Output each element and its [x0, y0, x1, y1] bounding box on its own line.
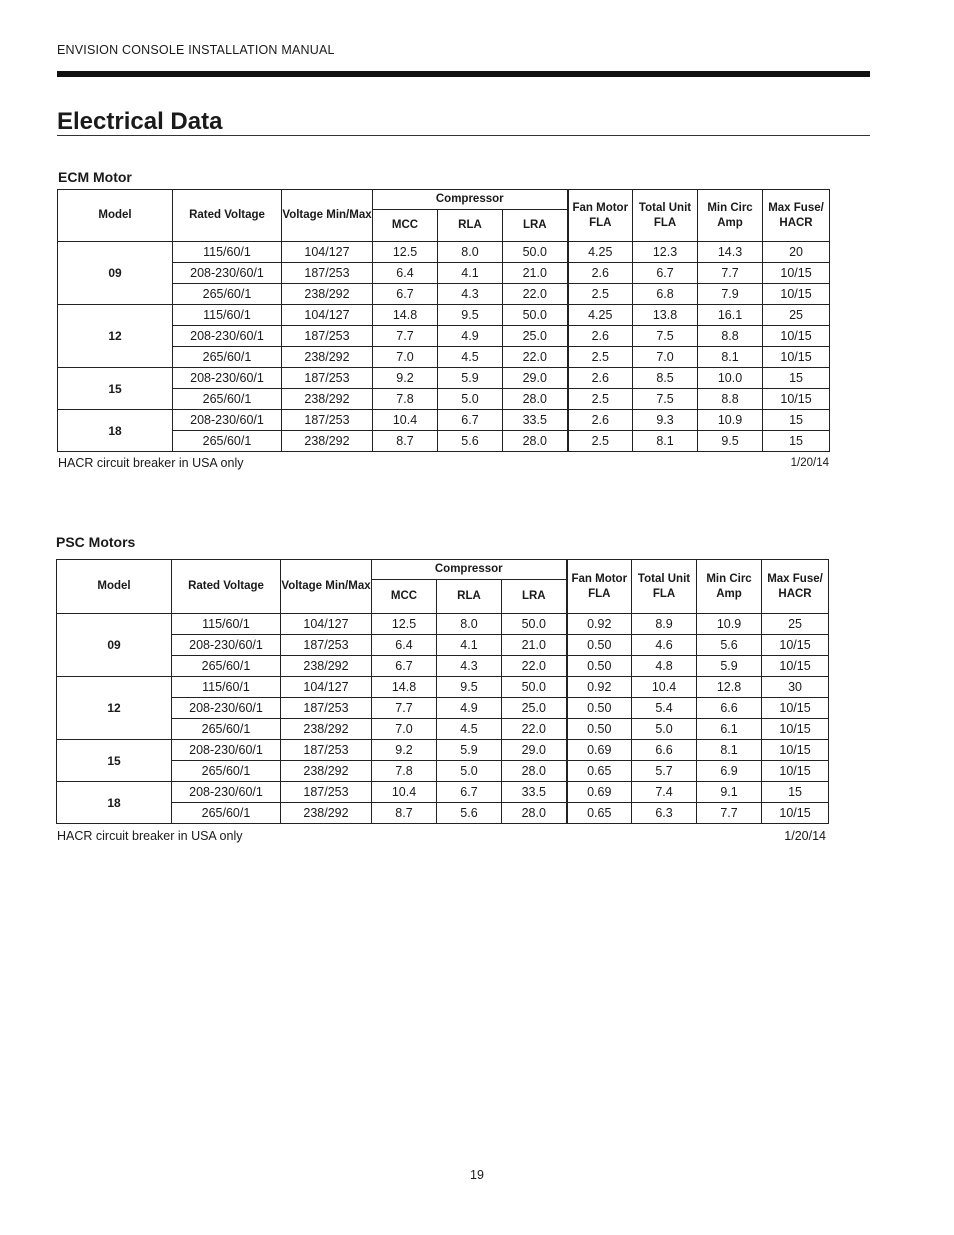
header-model: Model — [58, 190, 173, 242]
cell-total-unit-fla: 13.8 — [633, 305, 698, 326]
cell-voltage-min-max: 238/292 — [282, 347, 373, 368]
cell-fan-motor-fla: 2.6 — [568, 368, 633, 389]
cell-min-circ-amp: 6.1 — [697, 719, 762, 740]
header-voltage-min-max: Voltage Min/Max — [281, 560, 372, 614]
cell-voltage-min-max: 238/292 — [282, 431, 373, 452]
header-rated-voltage: Rated Voltage — [173, 190, 282, 242]
cell-fan-motor-fla: 4.25 — [568, 305, 633, 326]
cell-fan-motor-fla: 0.50 — [567, 698, 632, 719]
header-compressor: Compressor — [372, 560, 567, 580]
cell-total-unit-fla: 6.7 — [633, 263, 698, 284]
cell-rla: 5.6 — [438, 431, 503, 452]
model-cell: 18 — [58, 410, 173, 452]
ecm-footnote: HACR circuit breaker in USA only — [58, 456, 244, 470]
table-row — [58, 284, 830, 305]
cell-rla: 5.9 — [438, 368, 503, 389]
cell-total-unit-fla: 10.4 — [632, 677, 697, 698]
cell-fan-motor-fla: 0.50 — [567, 656, 632, 677]
cell-rated-voltage: 265/60/1 — [173, 431, 282, 452]
cell-voltage-min-max: 187/253 — [282, 410, 373, 431]
cell-rla: 4.5 — [438, 347, 503, 368]
cell-mcc: 8.7 — [372, 803, 437, 824]
cell-max-fuse-hacr: 15 — [763, 368, 830, 389]
running-header: ENVISION CONSOLE INSTALLATION MANUAL — [57, 43, 335, 57]
cell-fan-motor-fla: 2.6 — [568, 410, 633, 431]
cell-mcc: 7.0 — [372, 719, 437, 740]
cell-min-circ-amp: 10.9 — [697, 614, 762, 635]
cell-fan-motor-fla: 0.65 — [567, 803, 632, 824]
cell-min-circ-amp: 8.8 — [698, 326, 763, 347]
cell-rla: 5.0 — [438, 389, 503, 410]
cell-rated-voltage: 265/60/1 — [172, 719, 281, 740]
cell-lra: 28.0 — [503, 431, 568, 452]
cell-mcc: 7.7 — [372, 698, 437, 719]
cell-voltage-min-max: 238/292 — [281, 761, 372, 782]
cell-total-unit-fla: 4.6 — [632, 635, 697, 656]
cell-rated-voltage: 208-230/60/1 — [173, 410, 282, 431]
model-cell: 18 — [57, 782, 172, 824]
page-title: Electrical Data — [57, 108, 223, 135]
cell-min-circ-amp: 12.8 — [697, 677, 762, 698]
cell-max-fuse-hacr: 20 — [763, 242, 830, 263]
cell-rla: 5.0 — [437, 761, 502, 782]
table-row — [58, 431, 830, 452]
cell-rated-voltage: 208-230/60/1 — [173, 326, 282, 347]
cell-rla: 9.5 — [438, 305, 503, 326]
header-max-fuse-hacr: Max Fuse/ HACR — [762, 560, 829, 614]
page-number: 19 — [470, 1168, 484, 1182]
cell-lra: 21.0 — [503, 263, 568, 284]
header-rla: RLA — [437, 580, 502, 614]
cell-rated-voltage: 208-230/60/1 — [173, 368, 282, 389]
header-rated-voltage: Rated Voltage — [172, 560, 281, 614]
cell-total-unit-fla: 4.8 — [632, 656, 697, 677]
cell-min-circ-amp: 9.5 — [698, 431, 763, 452]
cell-rated-voltage: 115/60/1 — [172, 614, 281, 635]
header-mcc: MCC — [372, 580, 437, 614]
cell-max-fuse-hacr: 15 — [763, 431, 830, 452]
header-compressor: Compressor — [373, 190, 568, 210]
cell-lra: 33.5 — [502, 782, 567, 803]
cell-lra: 29.0 — [503, 368, 568, 389]
table-row — [57, 635, 829, 656]
table-row — [58, 263, 830, 284]
cell-min-circ-amp: 8.1 — [697, 740, 762, 761]
cell-fan-motor-fla: 0.69 — [567, 782, 632, 803]
cell-rated-voltage: 115/60/1 — [173, 242, 282, 263]
cell-voltage-min-max: 238/292 — [281, 656, 372, 677]
cell-max-fuse-hacr: 10/15 — [762, 719, 829, 740]
cell-mcc: 7.8 — [373, 389, 438, 410]
psc-revision-date: 1/20/14 — [784, 829, 826, 843]
ecm-electrical-table — [57, 189, 830, 452]
table-row — [57, 656, 829, 677]
cell-min-circ-amp: 16.1 — [698, 305, 763, 326]
cell-fan-motor-fla: 4.25 — [568, 242, 633, 263]
cell-lra: 50.0 — [502, 677, 567, 698]
cell-total-unit-fla: 12.3 — [633, 242, 698, 263]
cell-max-fuse-hacr: 10/15 — [763, 263, 830, 284]
cell-min-circ-amp: 8.1 — [698, 347, 763, 368]
cell-fan-motor-fla: 2.6 — [568, 326, 633, 347]
cell-total-unit-fla: 7.0 — [633, 347, 698, 368]
cell-voltage-min-max: 187/253 — [281, 740, 372, 761]
cell-total-unit-fla: 5.4 — [632, 698, 697, 719]
cell-min-circ-amp: 14.3 — [698, 242, 763, 263]
cell-rated-voltage: 208-230/60/1 — [172, 635, 281, 656]
header-total-unit-fla: Total Unit FLA — [632, 560, 697, 614]
cell-mcc: 7.0 — [373, 347, 438, 368]
model-cell: 12 — [57, 677, 172, 740]
cell-voltage-min-max: 238/292 — [282, 389, 373, 410]
cell-mcc: 12.5 — [373, 242, 438, 263]
cell-max-fuse-hacr: 10/15 — [762, 635, 829, 656]
cell-voltage-min-max: 238/292 — [281, 803, 372, 824]
table-row — [57, 740, 829, 761]
header-max-fuse-hacr: Max Fuse/ HACR — [763, 190, 830, 242]
cell-rated-voltage: 265/60/1 — [173, 284, 282, 305]
model-cell: 09 — [57, 614, 172, 677]
cell-voltage-min-max: 187/253 — [282, 368, 373, 389]
cell-rated-voltage: 265/60/1 — [172, 803, 281, 824]
cell-fan-motor-fla: 0.69 — [567, 740, 632, 761]
cell-lra: 22.0 — [502, 656, 567, 677]
cell-mcc: 10.4 — [373, 410, 438, 431]
cell-total-unit-fla: 7.5 — [633, 326, 698, 347]
cell-min-circ-amp: 7.7 — [698, 263, 763, 284]
cell-mcc: 10.4 — [372, 782, 437, 803]
cell-min-circ-amp: 5.9 — [697, 656, 762, 677]
cell-total-unit-fla: 7.5 — [633, 389, 698, 410]
cell-min-circ-amp: 7.7 — [697, 803, 762, 824]
cell-fan-motor-fla: 2.5 — [568, 347, 633, 368]
table-row — [57, 698, 829, 719]
cell-max-fuse-hacr: 15 — [762, 782, 829, 803]
table-row — [58, 242, 830, 263]
cell-mcc: 8.7 — [373, 431, 438, 452]
psc-electrical-table — [56, 559, 829, 824]
cell-rated-voltage: 208-230/60/1 — [173, 263, 282, 284]
cell-min-circ-amp: 5.6 — [697, 635, 762, 656]
cell-rla: 6.7 — [438, 410, 503, 431]
table-row — [57, 761, 829, 782]
cell-min-circ-amp: 10.9 — [698, 410, 763, 431]
header-min-circ-amp: Min Circ Amp — [698, 190, 763, 242]
psc-footnote: HACR circuit breaker in USA only — [57, 829, 243, 843]
cell-voltage-min-max: 187/253 — [282, 326, 373, 347]
cell-rated-voltage: 115/60/1 — [172, 677, 281, 698]
cell-rated-voltage: 265/60/1 — [173, 389, 282, 410]
cell-rated-voltage: 265/60/1 — [173, 347, 282, 368]
cell-lra: 50.0 — [503, 242, 568, 263]
cell-voltage-min-max: 187/253 — [281, 698, 372, 719]
cell-mcc: 14.8 — [373, 305, 438, 326]
cell-rla: 4.3 — [437, 656, 502, 677]
header-lra: LRA — [503, 210, 568, 242]
cell-rla: 4.3 — [438, 284, 503, 305]
ecm-section-title: ECM Motor — [58, 169, 132, 185]
table-row — [58, 410, 830, 431]
cell-fan-motor-fla: 0.92 — [567, 614, 632, 635]
psc-table-body — [57, 614, 829, 824]
cell-rated-voltage: 208-230/60/1 — [172, 782, 281, 803]
cell-rla: 4.5 — [437, 719, 502, 740]
cell-total-unit-fla: 5.0 — [632, 719, 697, 740]
cell-voltage-min-max: 238/292 — [282, 284, 373, 305]
table-row — [58, 326, 830, 347]
cell-total-unit-fla: 8.1 — [633, 431, 698, 452]
header-fan-motor-fla: Fan Motor FLA — [568, 190, 633, 242]
header-total-unit-fla: Total Unit FLA — [633, 190, 698, 242]
cell-rla: 5.9 — [437, 740, 502, 761]
cell-fan-motor-fla: 2.5 — [568, 389, 633, 410]
cell-max-fuse-hacr: 10/15 — [762, 803, 829, 824]
cell-lra: 50.0 — [502, 614, 567, 635]
cell-max-fuse-hacr: 25 — [763, 305, 830, 326]
cell-voltage-min-max: 187/253 — [281, 635, 372, 656]
cell-fan-motor-fla: 2.5 — [568, 284, 633, 305]
cell-mcc: 9.2 — [373, 368, 438, 389]
cell-mcc: 14.8 — [372, 677, 437, 698]
cell-max-fuse-hacr: 25 — [762, 614, 829, 635]
cell-min-circ-amp: 6.9 — [697, 761, 762, 782]
cell-voltage-min-max: 104/127 — [281, 614, 372, 635]
cell-max-fuse-hacr: 10/15 — [762, 740, 829, 761]
cell-total-unit-fla: 8.5 — [633, 368, 698, 389]
table-row — [58, 305, 830, 326]
cell-total-unit-fla: 7.4 — [632, 782, 697, 803]
cell-mcc: 6.4 — [372, 635, 437, 656]
cell-total-unit-fla: 9.3 — [633, 410, 698, 431]
cell-min-circ-amp: 6.6 — [697, 698, 762, 719]
psc-section-title: PSC Motors — [56, 534, 136, 550]
cell-min-circ-amp: 7.9 — [698, 284, 763, 305]
header-mcc: MCC — [373, 210, 438, 242]
table-row — [58, 368, 830, 389]
cell-voltage-min-max: 238/292 — [281, 719, 372, 740]
table-row — [57, 614, 829, 635]
cell-max-fuse-hacr: 10/15 — [763, 389, 830, 410]
cell-lra: 21.0 — [502, 635, 567, 656]
cell-max-fuse-hacr: 10/15 — [762, 656, 829, 677]
cell-max-fuse-hacr: 15 — [763, 410, 830, 431]
cell-fan-motor-fla: 0.65 — [567, 761, 632, 782]
cell-max-fuse-hacr: 10/15 — [763, 347, 830, 368]
table-row — [57, 782, 829, 803]
header-voltage-min-max: Voltage Min/Max — [282, 190, 373, 242]
cell-rated-voltage: 265/60/1 — [172, 656, 281, 677]
cell-rla: 8.0 — [437, 614, 502, 635]
cell-lra: 25.0 — [503, 326, 568, 347]
cell-rla: 6.7 — [437, 782, 502, 803]
cell-rla: 4.1 — [437, 635, 502, 656]
cell-mcc: 6.7 — [372, 656, 437, 677]
cell-rated-voltage: 265/60/1 — [172, 761, 281, 782]
cell-lra: 22.0 — [502, 719, 567, 740]
cell-total-unit-fla: 8.9 — [632, 614, 697, 635]
cell-lra: 33.5 — [503, 410, 568, 431]
cell-mcc: 6.7 — [373, 284, 438, 305]
cell-mcc: 9.2 — [372, 740, 437, 761]
table-row — [58, 347, 830, 368]
model-cell: 15 — [58, 368, 173, 410]
header-min-circ-amp: Min Circ Amp — [697, 560, 762, 614]
cell-max-fuse-hacr: 10/15 — [763, 284, 830, 305]
cell-voltage-min-max: 104/127 — [282, 242, 373, 263]
cell-total-unit-fla: 6.8 — [633, 284, 698, 305]
cell-rla: 5.6 — [437, 803, 502, 824]
cell-mcc: 6.4 — [373, 263, 438, 284]
cell-voltage-min-max: 104/127 — [282, 305, 373, 326]
cell-max-fuse-hacr: 30 — [762, 677, 829, 698]
cell-total-unit-fla: 6.6 — [632, 740, 697, 761]
cell-rated-voltage: 115/60/1 — [173, 305, 282, 326]
cell-lra: 28.0 — [502, 803, 567, 824]
cell-lra: 22.0 — [503, 347, 568, 368]
cell-rla: 4.1 — [438, 263, 503, 284]
cell-voltage-min-max: 187/253 — [281, 782, 372, 803]
cell-min-circ-amp: 9.1 — [697, 782, 762, 803]
cell-lra: 28.0 — [503, 389, 568, 410]
cell-lra: 22.0 — [503, 284, 568, 305]
cell-fan-motor-fla: 0.92 — [567, 677, 632, 698]
cell-rated-voltage: 208-230/60/1 — [172, 740, 281, 761]
model-cell: 15 — [57, 740, 172, 782]
table-row — [58, 389, 830, 410]
cell-fan-motor-fla: 0.50 — [567, 635, 632, 656]
cell-max-fuse-hacr: 10/15 — [762, 761, 829, 782]
ecm-revision-date: 1/20/14 — [790, 457, 829, 469]
cell-lra: 28.0 — [502, 761, 567, 782]
cell-rla: 9.5 — [437, 677, 502, 698]
cell-min-circ-amp: 10.0 — [698, 368, 763, 389]
model-cell: 09 — [58, 242, 173, 305]
header-lra: LRA — [502, 580, 567, 614]
table-row — [57, 677, 829, 698]
cell-voltage-min-max: 187/253 — [282, 263, 373, 284]
cell-rated-voltage: 208-230/60/1 — [172, 698, 281, 719]
cell-fan-motor-fla: 2.6 — [568, 263, 633, 284]
top-rule — [57, 71, 870, 77]
cell-rla: 4.9 — [438, 326, 503, 347]
cell-lra: 50.0 — [503, 305, 568, 326]
title-rule — [57, 135, 870, 136]
cell-rla: 4.9 — [437, 698, 502, 719]
model-cell: 12 — [58, 305, 173, 368]
cell-fan-motor-fla: 0.50 — [567, 719, 632, 740]
cell-mcc: 7.7 — [373, 326, 438, 347]
cell-voltage-min-max: 104/127 — [281, 677, 372, 698]
header-rla: RLA — [438, 210, 503, 242]
cell-lra: 29.0 — [502, 740, 567, 761]
cell-rla: 8.0 — [438, 242, 503, 263]
cell-lra: 25.0 — [502, 698, 567, 719]
ecm-table-body — [58, 242, 830, 452]
cell-total-unit-fla: 6.3 — [632, 803, 697, 824]
header-model: Model — [57, 560, 172, 614]
cell-total-unit-fla: 5.7 — [632, 761, 697, 782]
cell-max-fuse-hacr: 10/15 — [763, 326, 830, 347]
cell-fan-motor-fla: 2.5 — [568, 431, 633, 452]
table-row — [57, 719, 829, 740]
cell-min-circ-amp: 8.8 — [698, 389, 763, 410]
cell-max-fuse-hacr: 10/15 — [762, 698, 829, 719]
header-fan-motor-fla: Fan Motor FLA — [567, 560, 632, 614]
cell-mcc: 7.8 — [372, 761, 437, 782]
table-row — [57, 803, 829, 824]
cell-mcc: 12.5 — [372, 614, 437, 635]
